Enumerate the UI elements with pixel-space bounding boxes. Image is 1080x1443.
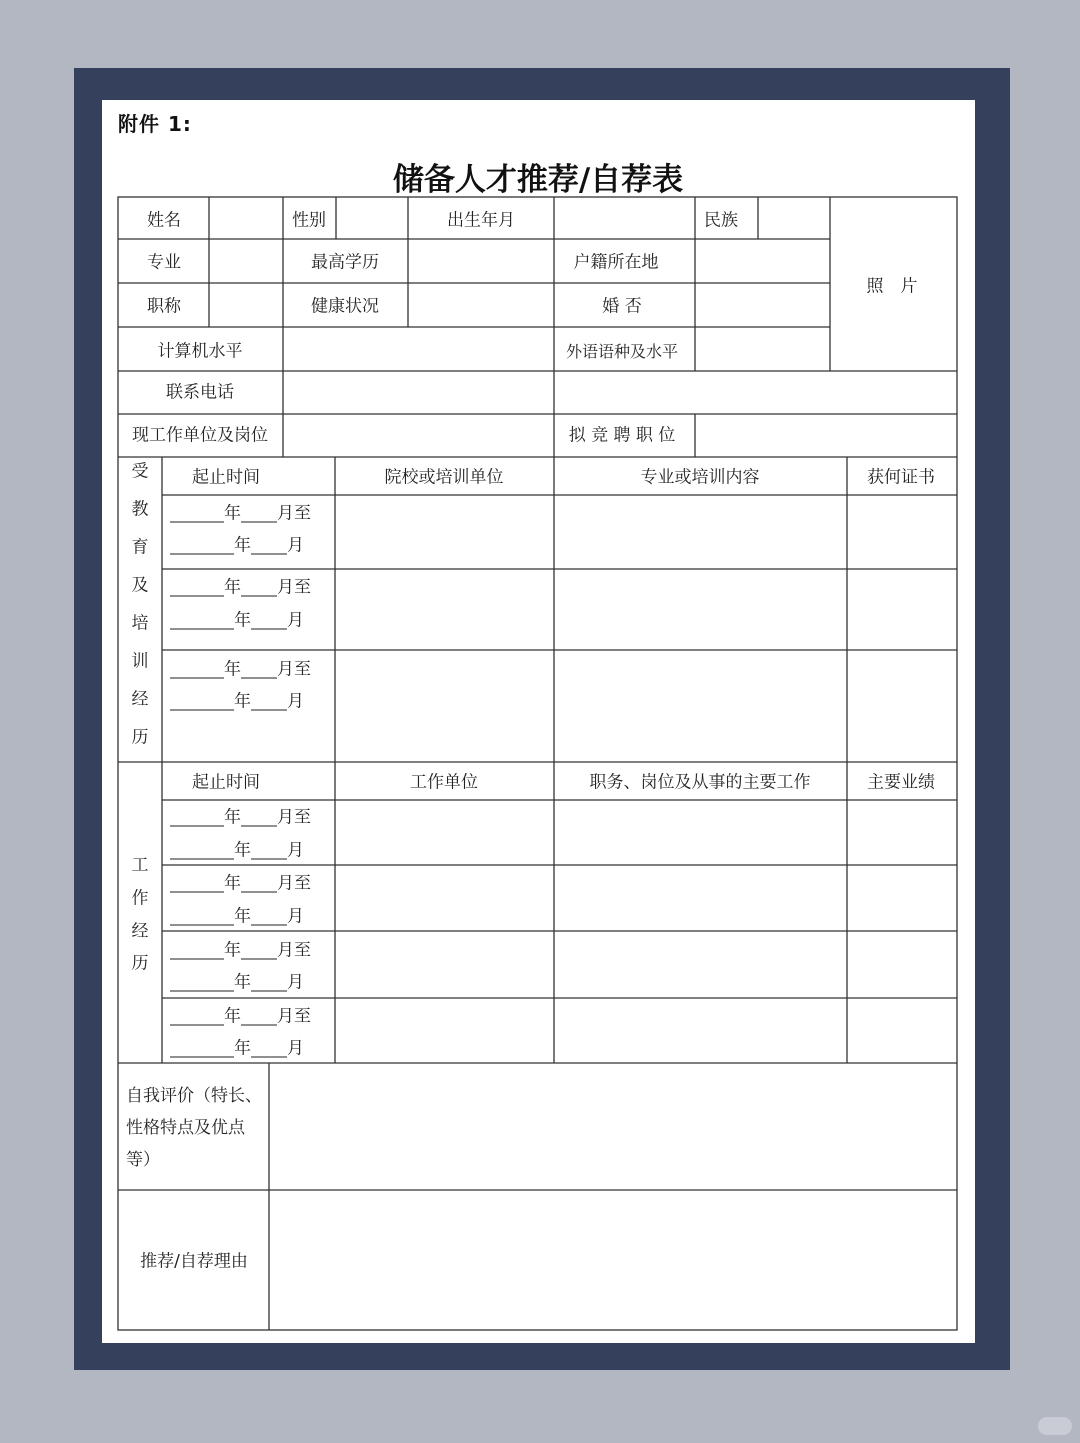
edu-header-content: 专业或培训内容 <box>640 467 760 488</box>
education-level-label: 最高学历 <box>311 252 379 273</box>
reason-label: 推荐/自荐理由 <box>140 1251 248 1272</box>
name-label: 姓名 <box>147 210 181 231</box>
work-header-unit: 工作单位 <box>410 772 478 793</box>
watermark-badge <box>1038 1417 1072 1435</box>
work-header-period: 起止时间 <box>192 772 260 793</box>
photo-box-label: 照 片 <box>866 276 918 297</box>
current-unit-label: 现工作单位及岗位 <box>132 425 268 446</box>
edu-header-school: 院校或培训单位 <box>384 467 504 488</box>
attachment-label: 附件 1: <box>118 112 192 136</box>
self-evaluation-label: 自我评价（特长、性格特点及优点等） <box>126 1086 262 1170</box>
gender-label: 性别 <box>292 210 326 231</box>
work-header-duties: 职务、岗位及从事的主要工作 <box>589 772 811 793</box>
phone-label: 联系电话 <box>166 382 234 403</box>
major-label: 专业 <box>147 252 181 273</box>
birth-label: 出生年月 <box>447 210 515 231</box>
work-header-achievements: 主要业绩 <box>867 772 935 793</box>
computer-level-label: 计算机水平 <box>157 341 243 362</box>
job-title-label: 职称 <box>147 296 181 317</box>
marriage-label: 婚 否 <box>602 296 642 317</box>
form-title: 储备人才推荐/自荐表 <box>392 162 684 198</box>
ethnicity-label: 民族 <box>704 210 738 231</box>
edu-header-certificate: 获何证书 <box>867 467 935 488</box>
language-level-label: 外语语种及水平 <box>565 342 679 361</box>
health-label: 健康状况 <box>311 296 379 317</box>
target-position-label: 拟 竞 聘 职 位 <box>568 425 676 446</box>
edu-header-period: 起止时间 <box>192 467 260 488</box>
household-label: 户籍所在地 <box>573 252 659 273</box>
